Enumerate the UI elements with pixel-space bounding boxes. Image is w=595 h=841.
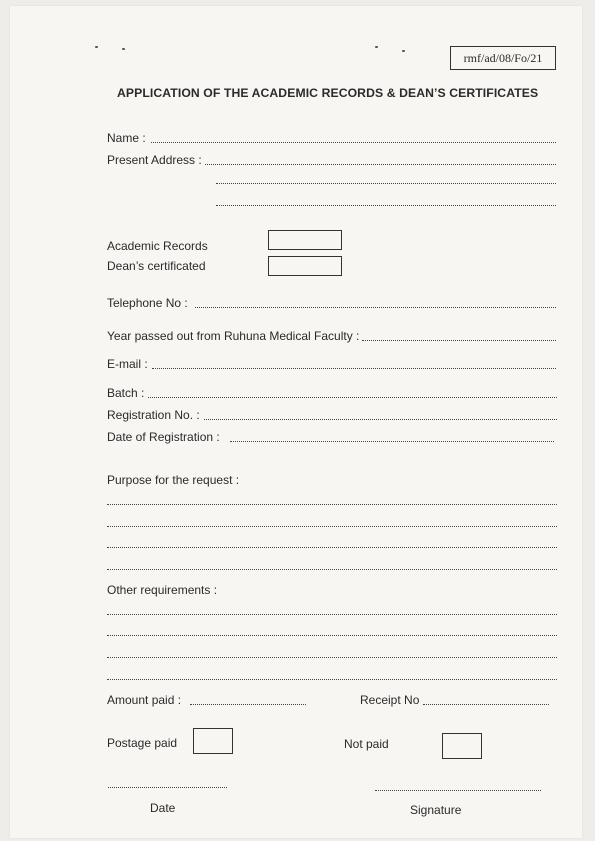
purpose-label: Purpose for the request : [107,473,240,487]
address-line-1[interactable] [205,164,556,165]
amount-paid-field-line[interactable] [190,704,306,705]
form-page [10,6,582,838]
deans-certificate-label: Dean’s certificated [107,259,206,273]
date-label: Date [150,801,176,815]
purpose-line-1[interactable] [107,504,557,505]
form-title: APPLICATION OF THE ACADEMIC RECORDS & DEAN’S CERTIFICATES [117,86,539,100]
receipt-no-label: Receipt No [360,693,420,707]
year-passed-out-field-line[interactable] [362,340,556,341]
date-of-registration-label: Date of Registration : [107,430,220,444]
other-requirements-label: Other requirements : [107,583,218,597]
registration-no-label: Registration No. : [107,408,200,422]
name-label: Name : [107,131,146,145]
batch-field-line[interactable] [148,397,557,398]
date-field-line[interactable] [108,787,227,788]
scan-speck [402,50,405,52]
scan-speck [95,46,98,48]
postage-paid-label: Postage paid [107,736,178,750]
signature-field-line[interactable] [375,790,541,791]
amount-paid-label: Amount paid : [107,693,182,707]
purpose-line-4[interactable] [107,569,557,570]
other-requirements-line-3[interactable] [107,657,557,658]
other-requirements-line-1[interactable] [107,614,557,615]
signature-label: Signature [410,803,462,817]
present-address-label: Present Address : [107,153,202,167]
scan-speck [122,48,125,50]
registration-no-field-line[interactable] [204,419,557,420]
other-requirements-line-4[interactable] [107,679,557,680]
address-line-3[interactable] [216,205,556,206]
email-label: E-mail : [107,357,148,371]
receipt-no-field-line[interactable] [423,704,549,705]
postage-paid-checkbox[interactable] [193,728,233,754]
telephone-field-line[interactable] [195,307,556,308]
batch-label: Batch : [107,386,145,400]
academic-records-checkbox[interactable] [268,230,342,250]
telephone-label: Telephone No : [107,296,188,310]
academic-records-label: Academic Records [107,239,208,253]
purpose-line-2[interactable] [107,526,557,527]
other-requirements-line-2[interactable] [107,635,557,636]
name-field-line[interactable] [151,142,556,143]
purpose-line-3[interactable] [107,547,557,548]
email-field-line[interactable] [152,368,556,369]
not-paid-checkbox[interactable] [442,733,482,759]
form-reference-code: rmf/ad/08/Fo/21 [450,46,556,70]
deans-certificate-checkbox[interactable] [268,256,342,276]
date-of-registration-field-line[interactable] [230,441,554,442]
address-line-2[interactable] [216,183,556,184]
not-paid-label: Not paid [344,737,389,751]
year-passed-out-label: Year passed out from Ruhuna Medical Faculty : [107,329,360,343]
scan-speck [375,46,378,48]
